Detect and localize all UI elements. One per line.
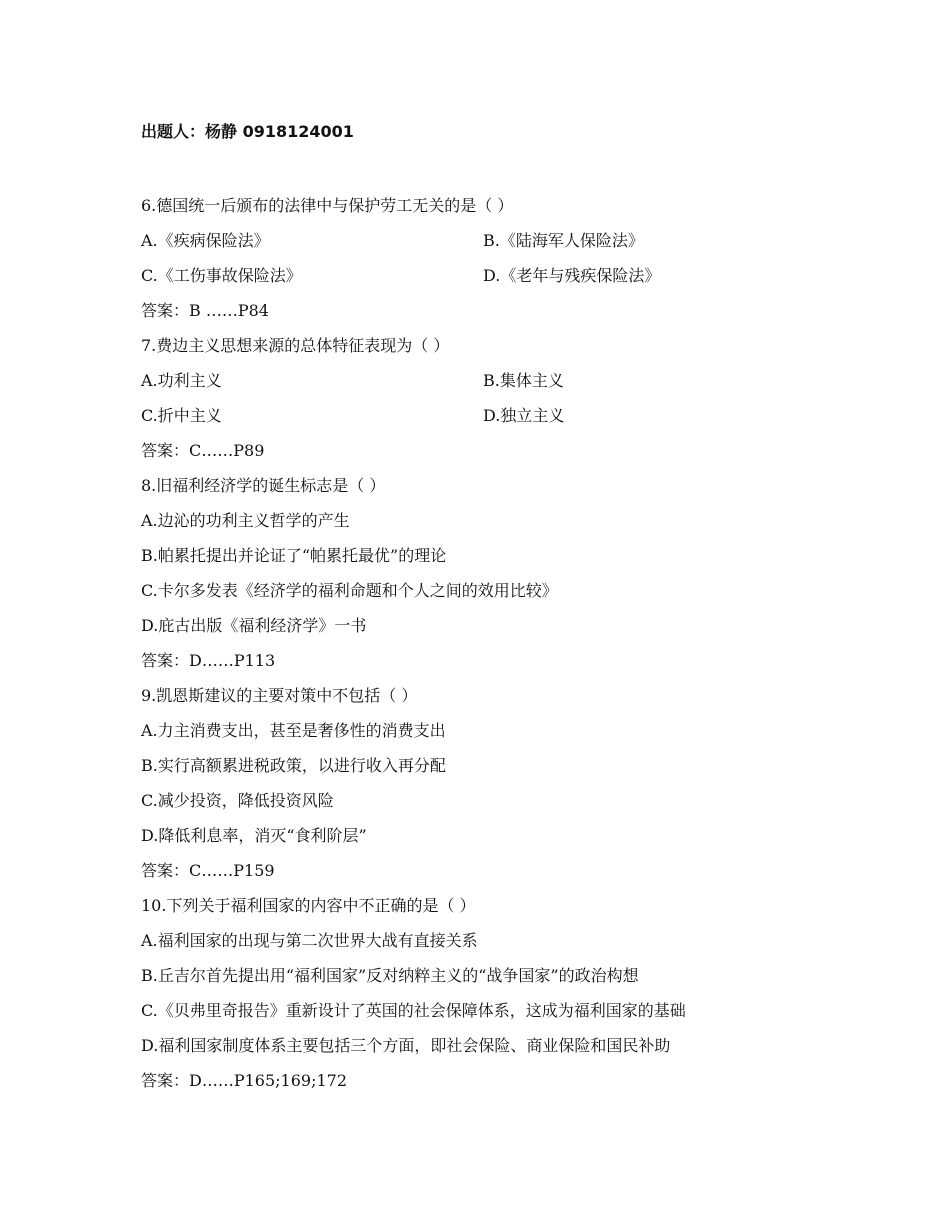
option-c: C.卡尔多发表《经济学的福利命题和个人之间的效用比较》 <box>141 581 558 600</box>
option-a: A.福利国家的出现与第二次世界大战有直接关系 <box>141 931 478 950</box>
option-row <box>141 398 841 433</box>
option-b: B.《陆海军人保险法》 <box>483 231 644 250</box>
question-stem: 7.费边主义思想来源的总体特征表现为（ ） <box>141 336 450 355</box>
document-page <box>141 118 841 1098</box>
question-stem: 9.凯恩斯建议的主要对策中不包括（ ） <box>141 686 418 705</box>
question-block <box>141 678 841 888</box>
option-d: D.独立主义 <box>483 406 565 425</box>
option-row <box>141 363 841 398</box>
option-row <box>141 258 841 293</box>
answer-line: 答案：C……P159 <box>141 861 275 880</box>
option-a: A.功利主义 <box>141 371 222 390</box>
option-b: B.集体主义 <box>483 371 564 390</box>
question-block <box>141 188 841 328</box>
answer-line: 答案：D……P165;169;172 <box>141 1071 347 1090</box>
option-b: B.实行高额累进税政策，以进行收入再分配 <box>141 756 446 775</box>
option-a: A.《疾病保险法》 <box>141 231 270 250</box>
option-a: A.力主消费支出，甚至是奢侈性的消费支出 <box>141 721 446 740</box>
answer-line: 答案：D……P113 <box>141 651 276 670</box>
option-d: D.庇古出版《福利经济学》一书 <box>141 616 367 635</box>
option-d: D.《老年与残疾保险法》 <box>483 266 661 285</box>
question-block <box>141 468 841 678</box>
answer-line: 答案：C……P89 <box>141 441 265 460</box>
option-row <box>141 223 841 258</box>
question-stem: 6.德国统一后颁布的法律中与保护劳工无关的是（ ） <box>141 196 514 215</box>
option-c: C.减少投资，降低投资风险 <box>141 791 334 810</box>
answer-line: 答案：B ……P84 <box>141 301 269 320</box>
question-stem: 10.下列关于福利国家的内容中不正确的是（ ） <box>141 896 476 915</box>
option-a: A.边沁的功利主义哲学的产生 <box>141 511 350 530</box>
option-c: C.《工伤事故保险法》 <box>141 266 302 285</box>
option-b: B.丘吉尔首先提出用“福利国家”反对纳粹主义的“战争国家”的政治构想 <box>141 966 639 985</box>
author-line: 出题人：杨静 0918124001 <box>141 122 354 141</box>
option-c: C.折中主义 <box>141 406 222 425</box>
option-d: D.降低利息率，消灭“食利阶层” <box>141 826 367 845</box>
option-c: C.《贝弗里奇报告》重新设计了英国的社会保障体系，这成为福利国家的基础 <box>141 1001 686 1020</box>
question-block <box>141 328 841 468</box>
question-block <box>141 888 841 1098</box>
option-b: B.帕累托提出并论证了“帕累托最优”的理论 <box>141 546 447 565</box>
question-stem: 8.旧福利经济学的诞生标志是（ ） <box>141 476 386 495</box>
option-d: D.福利国家制度体系主要包括三个方面，即社会保险、商业保险和国民补助 <box>141 1036 671 1055</box>
